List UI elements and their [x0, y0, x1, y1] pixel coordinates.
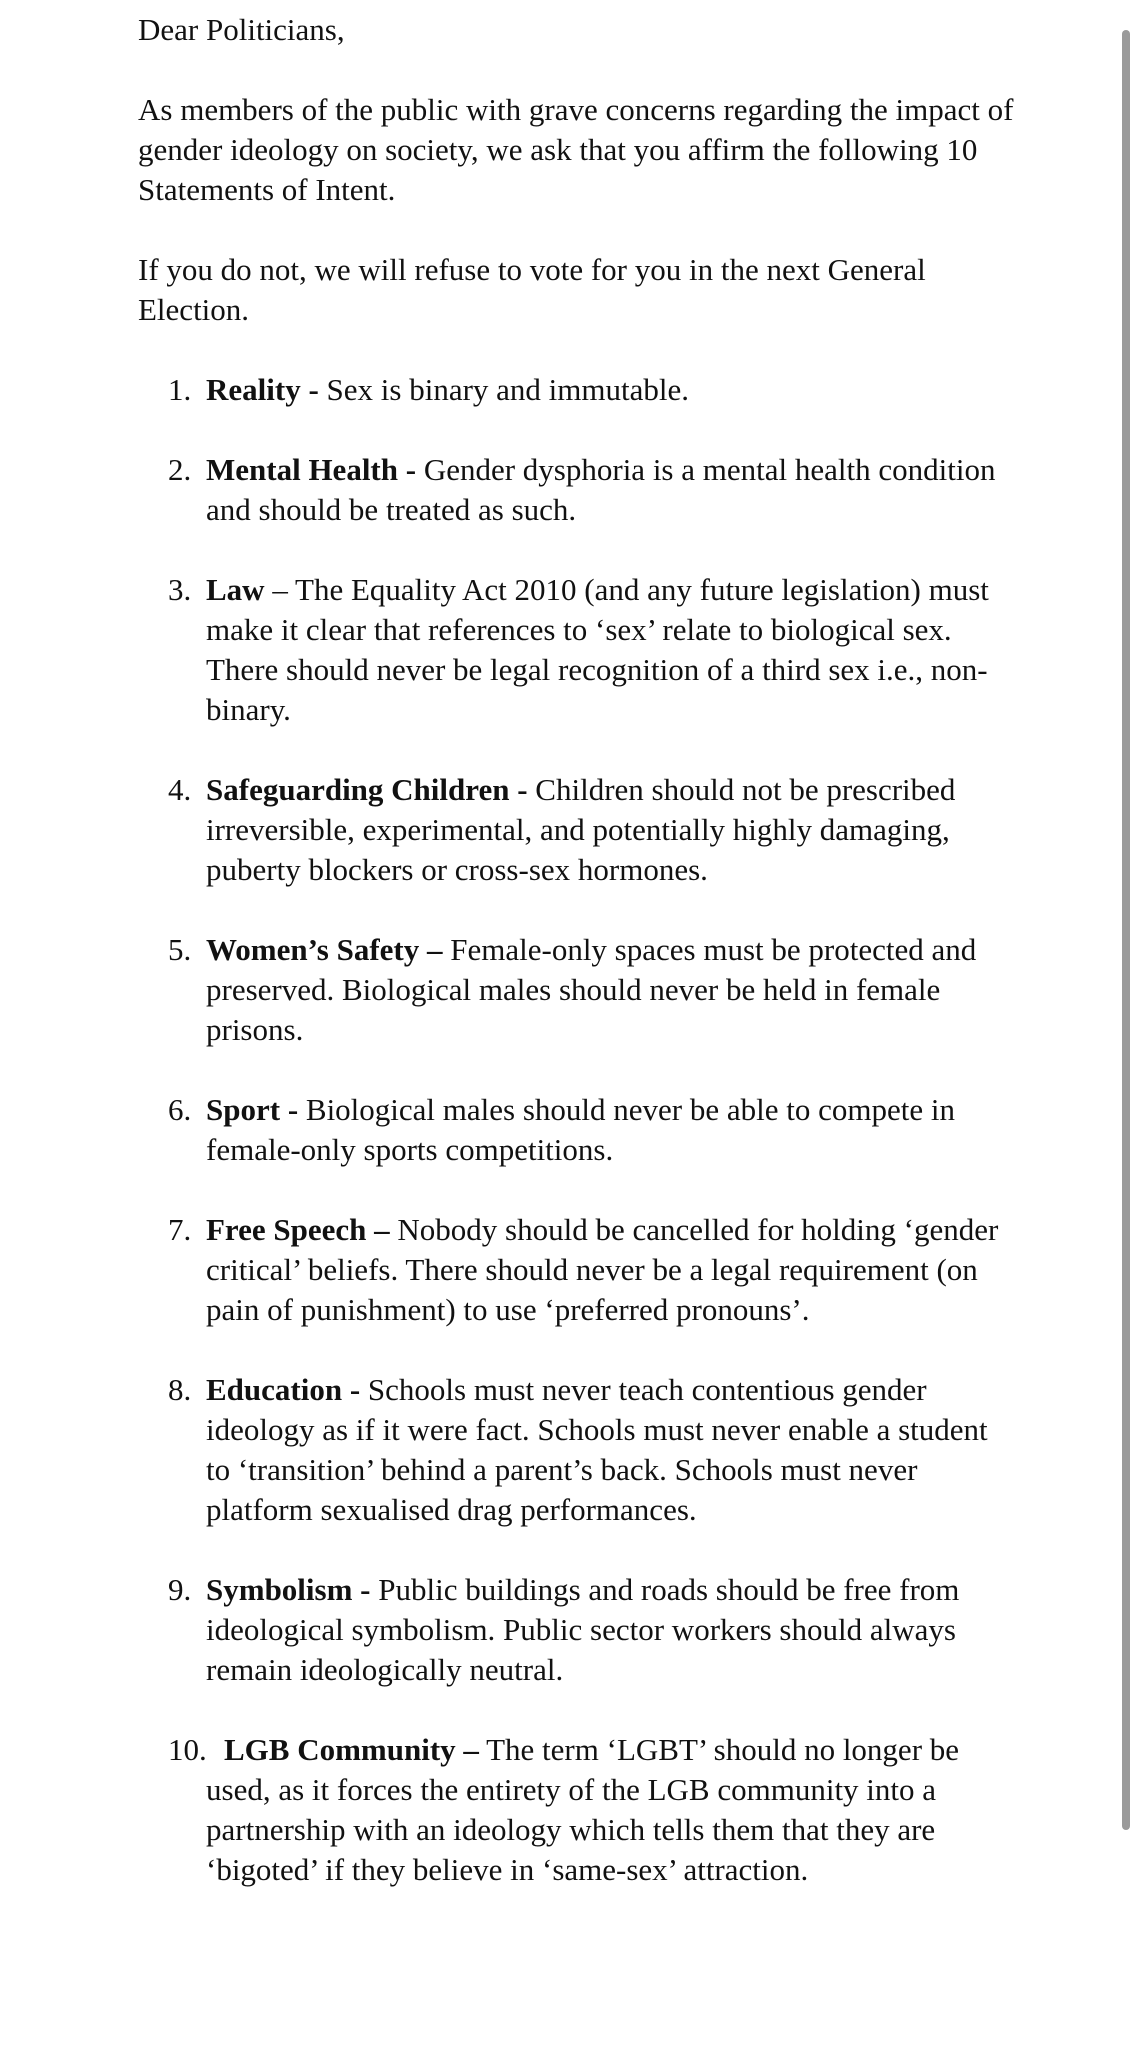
- statement-heading: Mental Health -: [206, 452, 417, 487]
- statement-text: Nobody should be cancelled for holding ‘gender critical’ beliefs. There should never be a legal requirement (on pain of punishment) to use ‘preferred pronouns’.: [206, 1212, 999, 1327]
- statement-number: 9.: [168, 1572, 192, 1607]
- statement-heading: Law: [206, 572, 265, 607]
- statement-number: 5.: [168, 932, 192, 967]
- statement-text: Sex is binary and immutable.: [318, 372, 689, 407]
- statement-item: [138, 1090, 1018, 1170]
- statement-heading: Education -: [206, 1372, 361, 1407]
- statement-item: [138, 1570, 1018, 1690]
- statement-number: 3.: [168, 572, 192, 607]
- salutation: Dear Politicians,: [138, 12, 345, 47]
- statement-heading: Free Speech –: [206, 1212, 390, 1247]
- statement-number: 6.: [168, 1092, 192, 1127]
- statement-item: [138, 770, 1018, 890]
- statement-text: Schools must never teach contentious gender ideology as if it were fact. Schools must never enable a student to ‘transition’ behind a parent’s back. Schools must never platform sexualised drag performances.: [206, 1372, 988, 1527]
- statement-heading: LGB Community –: [224, 1732, 479, 1767]
- statements-list: [138, 370, 1018, 1890]
- statement-item: [138, 570, 1018, 730]
- statement-item: [138, 930, 1018, 1050]
- statement-text: The term ‘LGBT’ should no longer be used, as it forces the entirety of the LGB community into a partnership with an ideology which tells them that they are ‘bigoted’ if they believe in ‘same-sex’ attraction.: [206, 1732, 960, 1887]
- statement-heading: Sport -: [206, 1092, 299, 1127]
- statement-heading: Reality -: [206, 372, 319, 407]
- statement-number: 8.: [168, 1372, 192, 1407]
- statement-number: 1.: [168, 372, 192, 407]
- statement-item: [138, 1210, 1018, 1330]
- statement-text: Female-only spaces must be protected and preserved. Biological males should never be held in female prisons.: [206, 932, 977, 1047]
- statement-item: [138, 1370, 1018, 1530]
- statement-heading: Symbolism -: [206, 1572, 371, 1607]
- statement-item: [138, 370, 1018, 410]
- statement-text: Gender dysphoria is a mental health condition and should be treated as such.: [206, 452, 996, 527]
- statement-item: [138, 450, 1018, 530]
- statement-number: 4.: [168, 772, 192, 807]
- statement-text: Children should not be prescribed irreversible, experimental, and potentially highly damaging, puberty blockers or cross-sex hormones.: [206, 772, 956, 887]
- statement-heading: Safeguarding Children -: [206, 772, 528, 807]
- warning-paragraph: If you do not, we will refuse to vote for you in the next General Election.: [138, 252, 926, 327]
- statement-number: 2.: [168, 452, 192, 487]
- intro-paragraph: As members of the public with grave concerns regarding the impact of gender ideology on society, we ask that you affirm the following 10 Statements of Intent.: [138, 92, 1014, 207]
- statement-number: 7.: [168, 1212, 192, 1247]
- statement-text: – The Equality Act 2010 (and any future legislation) must make it clear that references to ‘sex’ relate to biological sex. There should never be legal recognition of a third sex i.e., non-binary.: [206, 572, 989, 727]
- scrollbar-thumb[interactable]: [1122, 30, 1130, 1830]
- statement-text: Biological males should never be able to compete in female-only sports competitions.: [206, 1092, 955, 1167]
- vertical-scrollbar[interactable]: [1122, 20, 1132, 1830]
- letter-document: [138, 10, 1018, 1930]
- statement-text: Public buildings and roads should be free from ideological symbolism. Public sector workers should always remain ideologically neutral.: [206, 1572, 960, 1687]
- statement-heading: Women’s Safety –: [206, 932, 443, 967]
- statement-item: [138, 1730, 1018, 1890]
- statement-number: 10.: [168, 1732, 207, 1767]
